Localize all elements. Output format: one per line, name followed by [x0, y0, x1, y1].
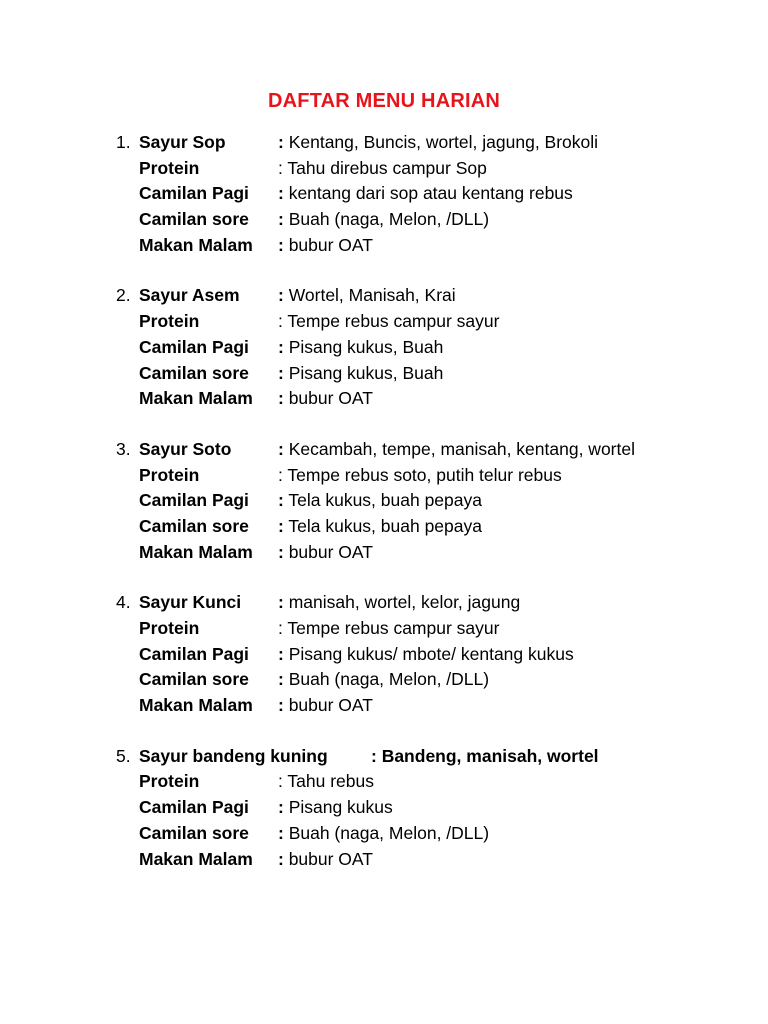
row-label: Protein	[139, 311, 200, 332]
row-value-text: Bandeng, manisah, wortel	[376, 745, 599, 766]
menu-row	[116, 769, 736, 795]
row-colon: :	[278, 234, 284, 255]
row-value	[278, 693, 373, 719]
row-colon: :	[278, 490, 284, 511]
row-colon: :	[278, 515, 284, 536]
row-colon: :	[278, 592, 284, 613]
row-label: Camilan Pagi	[139, 183, 249, 204]
row-value	[278, 463, 562, 489]
item-number: 2.	[116, 285, 131, 306]
row-value-text: bubur OAT	[283, 695, 373, 716]
row-value-text: Tela kukus, buah pepaya	[283, 515, 482, 536]
row-colon: :	[278, 643, 284, 664]
row-colon: :	[278, 336, 284, 357]
menu-row	[116, 795, 736, 821]
row-value	[278, 667, 489, 693]
document-title: DAFTAR MENU HARIAN	[267, 90, 501, 112]
menu-item-3	[116, 437, 736, 565]
row-value	[278, 283, 456, 309]
row-value-text: Tempe rebus soto, putih telur rebus	[282, 464, 562, 485]
row-label: Camilan Pagi	[139, 490, 249, 511]
row-value-text: Buah (naga, Melon, /DLL)	[283, 669, 490, 690]
row-value	[278, 847, 373, 873]
row-value	[278, 437, 635, 463]
row-value-text: bubur OAT	[283, 234, 373, 255]
menu-row	[116, 540, 736, 566]
row-value	[278, 207, 489, 233]
row-label: Makan Malam	[139, 541, 253, 562]
row-colon: :	[278, 157, 283, 178]
row-value-text: Pisang kukus/ mbote/ kentang kukus	[283, 643, 574, 664]
row-label: Sayur Kunci	[139, 592, 242, 613]
row-value-text: Tahu rebus	[282, 771, 375, 792]
row-colon: :	[371, 745, 377, 766]
row-value	[278, 795, 393, 821]
row-colon: :	[278, 618, 283, 638]
row-colon: :	[278, 797, 284, 818]
row-value-text: Tela kukus, buah pepaya	[283, 490, 482, 511]
menu-row	[116, 821, 736, 847]
menu-row	[116, 744, 736, 770]
row-label: Camilan Pagi	[139, 643, 249, 664]
row-label: Camilan sore	[139, 362, 249, 383]
menu-item-5	[116, 744, 736, 872]
menu-row	[116, 667, 736, 693]
row-value-text: Pisang kukus, Buah	[283, 362, 444, 383]
row-colon: :	[278, 362, 284, 383]
menu-row	[116, 335, 736, 361]
row-value	[278, 361, 443, 387]
menu-row	[116, 181, 736, 207]
row-value	[278, 181, 573, 207]
row-colon: :	[278, 388, 284, 409]
row-colon: :	[278, 695, 284, 716]
row-value-text: bubur OAT	[283, 388, 373, 409]
row-value-text: bubur OAT	[283, 541, 373, 562]
row-colon: :	[278, 669, 284, 690]
row-label: Camilan Pagi	[139, 797, 249, 818]
menu-row	[116, 488, 736, 514]
menu-item-2	[116, 283, 736, 411]
row-value-text: Buah (naga, Melon, /DLL)	[283, 822, 490, 843]
menu-row	[116, 207, 736, 233]
menu-row	[116, 233, 736, 259]
menu-item-4	[116, 590, 736, 718]
row-value	[278, 642, 574, 668]
row-label: Protein	[139, 618, 200, 638]
row-colon: :	[278, 183, 284, 204]
row-label: Makan Malam	[139, 695, 253, 716]
row-value	[278, 130, 598, 156]
row-value	[278, 769, 374, 795]
row-value-text: Tempe rebus campur sayur	[282, 311, 500, 332]
row-colon: :	[278, 848, 284, 869]
row-value	[371, 744, 599, 770]
row-value-text: Kentang, Buncis, wortel, jagung, Brokoli	[283, 132, 599, 152]
row-value	[278, 514, 482, 540]
menu-row	[116, 156, 736, 182]
row-value-text: kentang dari sop atau kentang rebus	[283, 183, 573, 204]
menu-row	[116, 130, 736, 156]
row-label: Camilan sore	[139, 209, 249, 230]
row-label: Sayur Soto	[139, 438, 232, 459]
menu-item-1	[116, 130, 736, 258]
row-value	[278, 488, 482, 514]
row-colon: :	[278, 209, 284, 230]
menu-row	[116, 386, 736, 412]
row-value-text: manisah, wortel, kelor, jagung	[283, 592, 521, 613]
row-value-text: Wortel, Manisah, Krai	[283, 285, 456, 306]
row-colon: :	[278, 132, 284, 152]
item-number: 3.	[116, 438, 131, 459]
row-colon: :	[278, 822, 284, 843]
row-value	[278, 335, 443, 361]
row-value-text: Pisang kukus	[283, 797, 393, 818]
row-value	[278, 616, 499, 642]
menu-row	[116, 590, 736, 616]
menu-row	[116, 847, 736, 873]
row-value	[278, 821, 489, 847]
item-number: 4.	[116, 592, 131, 613]
row-value-text: Kecambah, tempe, manisah, kentang, wortel	[283, 438, 635, 459]
row-label: Protein	[139, 464, 200, 485]
row-value	[278, 309, 499, 335]
row-label: Sayur Asem	[139, 285, 240, 306]
row-label: Camilan sore	[139, 515, 249, 536]
row-label: Sayur Sop	[139, 132, 226, 152]
row-label: Protein	[139, 157, 200, 178]
row-label: Protein	[139, 771, 200, 792]
row-label: Makan Malam	[139, 234, 253, 255]
item-number: 5.	[116, 745, 131, 766]
row-value-text: Buah (naga, Melon, /DLL)	[283, 209, 490, 230]
row-label: Camilan sore	[139, 822, 249, 843]
menu-row	[116, 693, 736, 719]
menu-row	[116, 463, 736, 489]
row-colon: :	[278, 311, 283, 332]
item-number: 1.	[116, 132, 131, 152]
row-value	[278, 590, 520, 616]
row-value	[278, 386, 373, 412]
row-value-text: Pisang kukus, Buah	[283, 336, 444, 357]
row-value-text: Tempe rebus campur sayur	[282, 618, 500, 638]
row-colon: :	[278, 438, 284, 459]
row-label: Makan Malam	[139, 848, 253, 869]
menu-row	[116, 616, 736, 642]
row-label: Makan Malam	[139, 388, 253, 409]
menu-list	[116, 130, 736, 897]
menu-row	[116, 361, 736, 387]
row-label: Sayur bandeng kuning	[139, 745, 328, 766]
row-value	[278, 540, 373, 566]
row-colon: :	[278, 771, 283, 792]
row-value	[278, 156, 487, 182]
row-value-text: Tahu direbus campur Sop	[282, 157, 487, 178]
row-label: Camilan sore	[139, 669, 249, 690]
row-label: Camilan Pagi	[139, 336, 249, 357]
menu-row	[116, 437, 736, 463]
menu-row	[116, 283, 736, 309]
row-colon: :	[278, 464, 283, 485]
menu-row	[116, 642, 736, 668]
row-value-text: bubur OAT	[283, 848, 373, 869]
row-colon: :	[278, 541, 284, 562]
row-value	[278, 233, 373, 259]
menu-row	[116, 309, 736, 335]
menu-row	[116, 514, 736, 540]
row-colon: :	[278, 285, 284, 306]
